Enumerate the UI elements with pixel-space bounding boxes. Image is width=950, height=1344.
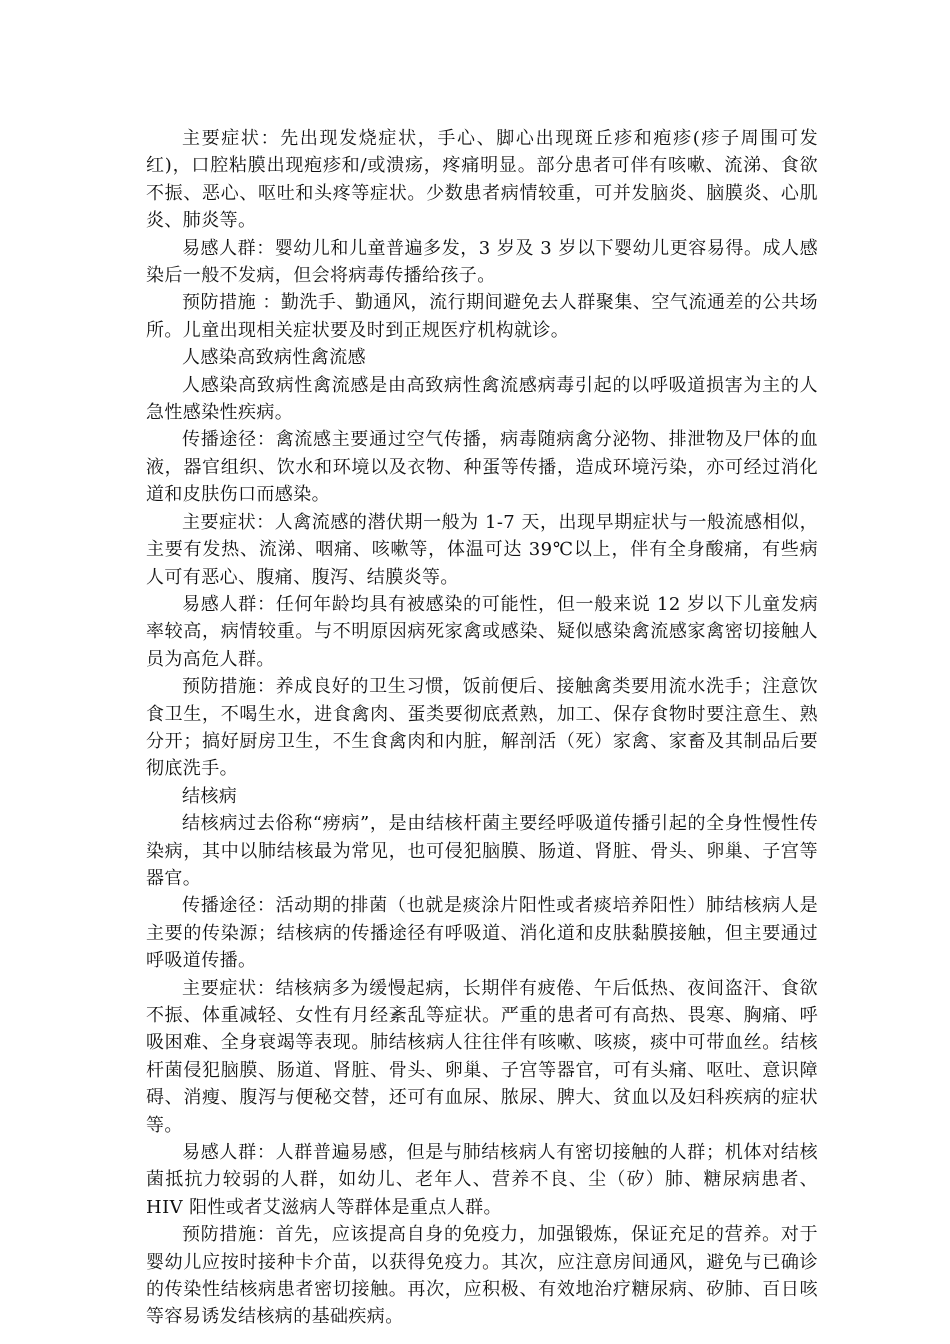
paragraph-hfmd-symptoms: 主要症状：先出现发烧症状，手心、脚心出现斑丘疹和疱疹(疹子周围可发红)，口腔粘膜出现疱疹和/或溃疡，疼痛明显。部分患者可伴有咳嗽、流涕、食欲不振、恶心、呕吐和头疼等症状。少数患者病情较重，可并发脑炎、脑膜炎、心肌炎、肺炎等。 [146, 128, 818, 232]
paragraph-hfmd-susceptible: 易感人群：婴幼儿和儿童普遍多发，3 岁及 3 岁以下婴幼儿更容易得。成人感染后一般不发病，但会将病毒传播给孩子。 [146, 237, 818, 287]
paragraph-tb-susceptible: 易感人群：人群普遍易感，但是与肺结核病人有密切接触的人群；机体对结核菌抵抗力较弱的人群，如幼儿、老年人、营养不良、尘（矽）肺、糖尿病患者、HIV 阳性或者艾滋病人等群体是重点人群。 [146, 1142, 818, 1218]
paragraph-tb-definition: 结核病过去俗称“痨病”，是由结核杆菌主要经呼吸道传播引起的全身性慢性传染病，其中以肺结核最为常见，也可侵犯脑膜、肠道、肾脏、骨头、卵巢、子宫等器官。 [146, 813, 818, 889]
document-body [146, 125, 818, 1331]
paragraph-tb-prevention: 预防措施：首先，应该提高自身的免疫力，加强锻炼，保证充足的营养。对于婴幼儿应按时接种卡介苗，以获得免疫力。其次，应注意房间通风，避免与已确诊的传染性结核病患者密切接触。再次，应积极、有效地治疗糖尿病、矽肺、百日咳等容易诱发结核病的基础疾病。 [146, 1224, 818, 1328]
section-heading-tuberculosis: 结核病 [182, 785, 238, 807]
section-heading-avian-flu: 人感染高致病性禽流感 [182, 347, 366, 369]
paragraph-tb-transmission: 传播途径：活动期的排菌（也就是痰涂片阳性或者痰培养阳性）肺结核病人是主要的传染源；结核病的传播途径有呼吸道、消化道和皮肤黏膜接触，但主要通过呼吸道传播。 [146, 895, 818, 972]
paragraph-avian-flu-definition: 人感染高致病性禽流感是由高致病性禽流感病毒引起的以呼吸道损害为主的人急性感染性疾病。 [146, 374, 818, 424]
paragraph-avian-flu-prevention: 预防措施：养成良好的卫生习惯，饭前便后、接触禽类要用流水洗手；注意饮食卫生，不喝生水，进食禽肉、蛋类要彻底煮熟，加工、保存食物时要注意生、熟分开；搞好厨房卫生，不生食禽肉和内脏，解剖活（死）家禽、家畜及其制品后要彻底洗手。 [146, 676, 818, 780]
paragraph-avian-flu-transmission: 传播途径：禽流感主要通过空气传播，病毒随病禽分泌物、排泄物及尸体的血液，器官组织、饮水和环境以及衣物、种蛋等传播，造成环境污染，亦可经过消化道和皮肤伤口而感染。 [146, 429, 818, 506]
paragraph-hfmd-prevention: 预防措施 ：勤洗手、勤通风，流行期间避免去人群聚集、空气流通差的公共场所。儿童出现相关症状要及时到正规医疗机构就诊。 [146, 292, 818, 341]
paragraph-tb-symptoms: 主要症状：结核病多为缓慢起病，长期伴有疲倦、午后低热、夜间盗汗、食欲不振、体重减轻、女性有月经紊乱等症状。严重的患者可有高热、畏寒、胸痛、呼吸困难、全身衰竭等表现。肺结核病人往往伴有咳嗽、咳痰，痰中可带血丝。结核杆菌侵犯脑膜、肠道、肾脏、骨头、卵巢、子宫等器官，可有头痛、呕吐、意识障碍、消瘦、腹泻与便秘交替，还可有血尿、脓尿、脾大、贫血以及妇科疾病的症状等。 [146, 977, 818, 1136]
paragraph-avian-flu-symptoms: 主要症状：人禽流感的潜伏期一般为 1-7 天，出现早期症状与一般流感相似，主要有发热、流涕、咽痛、咳嗽等，体温可达 39℃以上，伴有全身酸痛，有些病人可有恶心、腹痛、腹泻、结膜炎等。 [146, 511, 818, 588]
paragraph-avian-flu-susceptible: 易感人群：任何年龄均具有被感染的可能性，但一般来说 12 岁以下儿童发病率较高，病情较重。与不明原因病死家禽或感染、疑似感染禽流感家禽密切接触人员为高危人群。 [146, 593, 818, 670]
